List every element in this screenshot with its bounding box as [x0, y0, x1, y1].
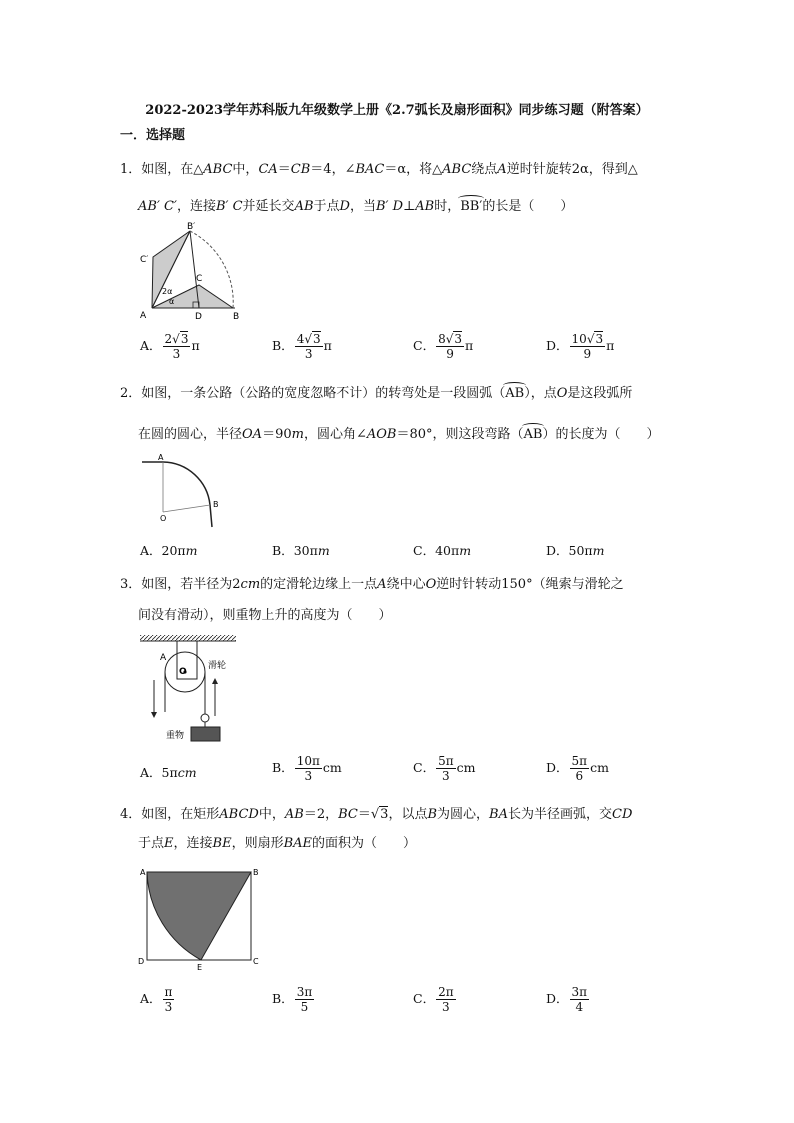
road-arc [163, 462, 210, 505]
q3-figure [140, 632, 240, 744]
q2-option-a[interactable]: A．20πm [140, 543, 198, 558]
label-b1: B′ [187, 222, 196, 232]
label-a: A [140, 311, 147, 321]
label-c1: C′ [140, 255, 149, 265]
label-b: B [213, 500, 219, 509]
q2-line2: 在圆的圆心，半径OA＝90m，圆心角∠AOB＝80°，则这段弯路（AB）的长度为（ ） [138, 427, 660, 442]
q4-figure [135, 864, 265, 974]
label-c: C [253, 957, 259, 966]
label-o: O [160, 514, 167, 523]
q1-line2: AB′ C′，连接B′ C并延长交AB于点D，当B′ D⊥AB时，BB′的长是（ ） [138, 199, 574, 214]
label-alpha: α [169, 297, 175, 306]
q2-option-c[interactable]: C．40πm [413, 543, 472, 558]
q1-option-c[interactable]: C． $\frac{8√3}{9}$ π [413, 332, 474, 361]
document-title: 2022-2023学年苏科版九年级数学上册《2.7弧长及扇形面积》同步练习题（附答案） [145, 103, 649, 118]
label-a: A [158, 453, 164, 462]
q4-line1: 4．如图，在矩形ABCD中，AB＝2，BC＝√3，以点B为圆心，BA长为半径画弧，交CD [120, 807, 633, 822]
section-heading: 一．选择题 [120, 128, 186, 143]
label-d: D [195, 312, 202, 322]
q3-option-c[interactable]: C． $\frac{5\pi}{3}$ cm [413, 754, 476, 783]
q3-line2: 间没有滑动），则重物上升的高度为（ ） [138, 608, 392, 623]
label-o: O [179, 667, 187, 677]
ceiling [140, 635, 236, 641]
label-a: A [140, 868, 146, 877]
q4-line2: 于点E，连接BE，则扇形BAE的面积为（ ） [138, 836, 417, 851]
q2-option-d[interactable]: D．50πm [546, 543, 605, 558]
q3-option-a[interactable]: A．5πcm [140, 765, 197, 780]
label-d: D [138, 957, 145, 966]
q1-option-d[interactable]: D． $\frac{10√3}{9}$ π [546, 332, 615, 361]
q3-option-b[interactable]: B． $\frac{10\pi}{3}$ cm [272, 754, 342, 783]
q2-figure [140, 450, 230, 530]
q4-option-c[interactable]: C． $\frac{2\pi}{3}$ [413, 985, 454, 1014]
q3-line1: 3．如图，若半径为2cm的定滑轮边缘上一点A绕中心O逆时针转动150°（绳索与滑轮之 [120, 577, 624, 592]
label-e: E [197, 963, 203, 972]
q1-option-a[interactable]: A． $\frac{2√3}{3}$ π [140, 332, 200, 361]
label-b: B [253, 868, 259, 877]
q1-option-b[interactable]: B． $\frac{4√3}{3}$ π [272, 332, 332, 361]
q1-line1: 1．如图，在△ABC中，CA＝CB＝4，∠BAC＝α，将△ABC绕点A逆时针旋转2α，得到△ [120, 162, 638, 177]
q2-line1: 2．如图，一条公路（公路的宽度忽略不计）的转弯处是一段圆弧（AB），点O是这段弧所 [120, 386, 633, 401]
sector-bae [147, 872, 251, 960]
q1-figure [135, 222, 250, 322]
label-weight: 重物 [166, 731, 185, 741]
weight-block [191, 727, 220, 741]
q4-option-b[interactable]: B． $\frac{3\pi}{5}$ [272, 985, 313, 1014]
q4-option-d[interactable]: D． $\frac{3\pi}{4}$ [546, 985, 588, 1014]
label-pulley: 滑轮 [208, 661, 227, 671]
label-2alpha: 2α [162, 287, 173, 296]
q4-option-a[interactable]: A． $\frac{\pi}{3}$ [140, 985, 173, 1014]
q3-option-d[interactable]: D． $\frac{5\pi}{6}$ cm [546, 754, 609, 783]
label-c: C [196, 274, 203, 284]
label-a: A [160, 653, 167, 663]
q2-option-b[interactable]: B．30πm [272, 543, 330, 558]
label-b: B [233, 312, 240, 322]
arc-bb: BB′ [460, 199, 483, 214]
